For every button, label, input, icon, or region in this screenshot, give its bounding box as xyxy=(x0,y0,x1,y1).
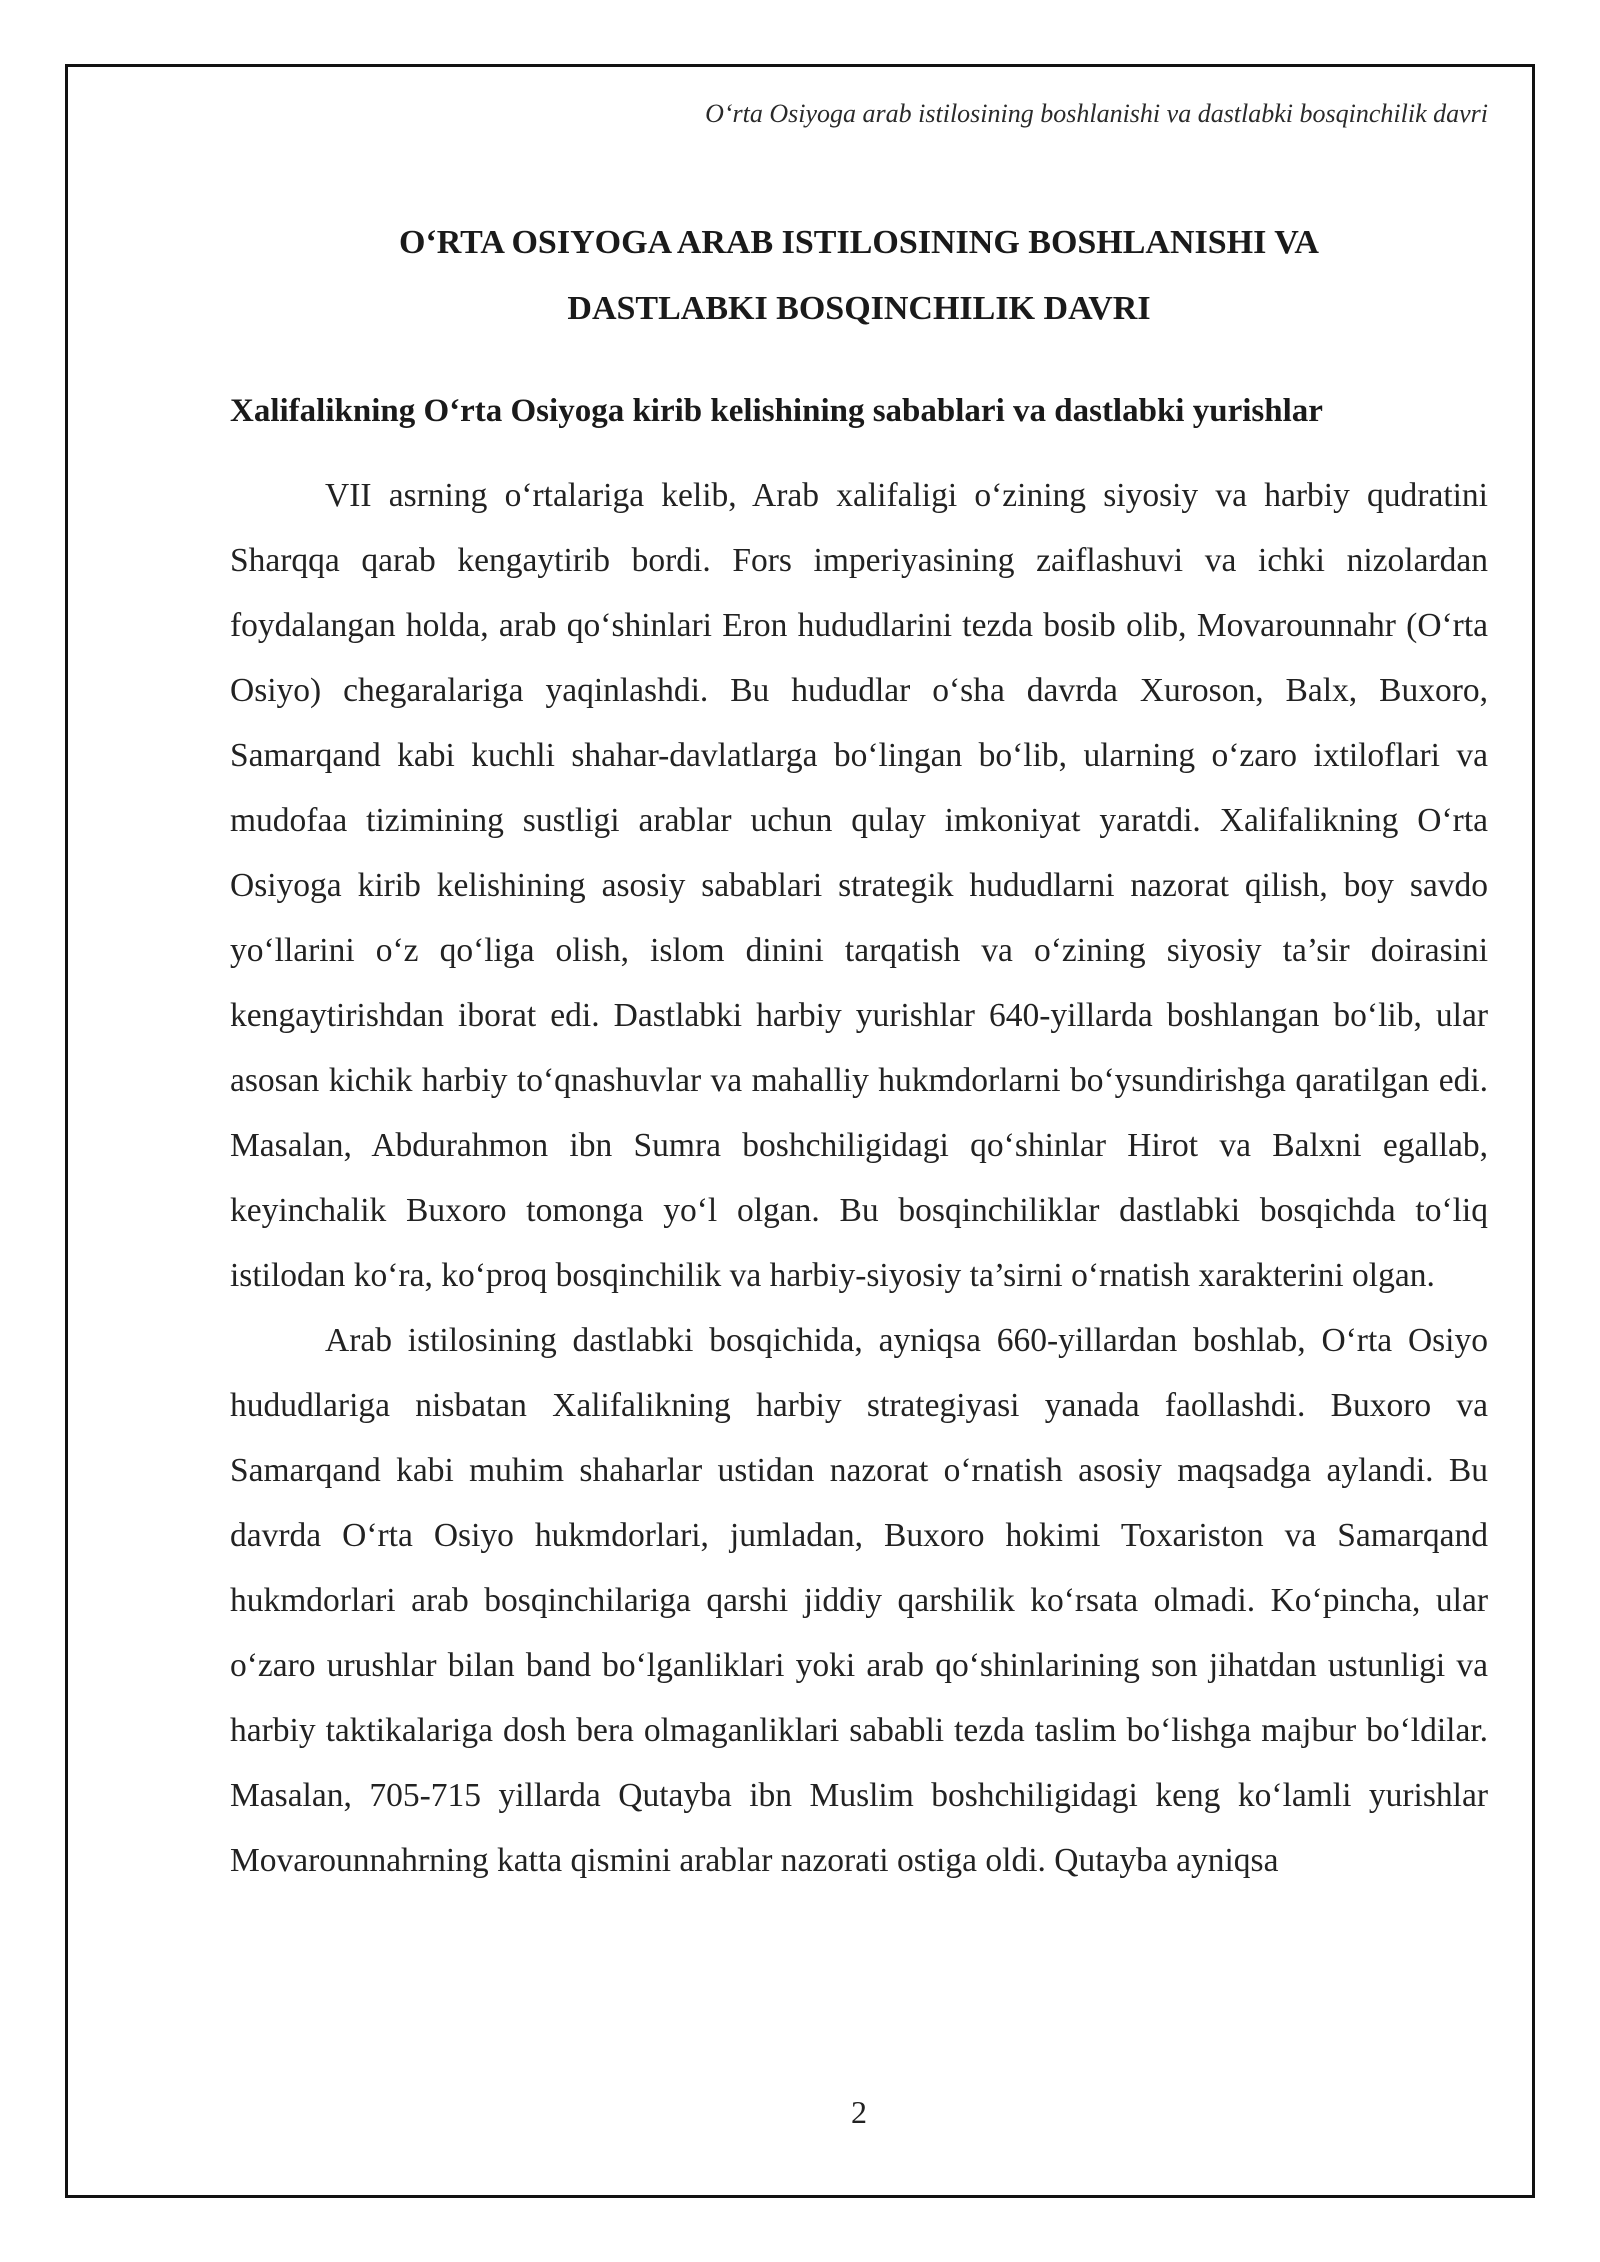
paragraph-1: VII asrning o‘rtalariga kelib, Arab xalifaligi o‘zining siyosiy va harbiy qudratini Sharqqa qarab kengaytirib bordi. Fors imperiyasining zaiflashuvi va ichki nizolardan foydalangan holda, arab qo‘shinlari Eron hududlarini tezda bosib olib, Movarounnahr (O‘rta Osiyo) chegaralariga yaqinlashdi. Bu hududlar o‘sha davrda Xuroson, Balx, Buxoro, Samarqand kabi kuchli shahar-davlatlarga bo‘lingan bo‘lib, ularning o‘zaro ixtiloflari va mudofaa tizimining sustligi arablar uchun qulay imkoniyat yaratdi. Xalifalikning O‘rta Osiyoga kirib kelishining asosiy sabablari strategik hududlarni nazorat qilish, boy savdo yo‘llarini o‘z qo‘liga olish, islom dinini tarqatish va o‘zining siyosiy ta’sir doirasini kengaytirishdan iborat edi. Dastlabki harbiy yurishlar 640-yillarda boshlangan bo‘lib, ular asosan kichik harbiy to‘qnashuvlar va mahalliy hukmdorlarni bo‘ysundirishga qaratilgan edi. Masalan, Abdurahmon ibn Sumra boshchiligidagi qo‘shinlar Hirot va Balxni egallab, keyinchalik Buxoro tomonga yo‘l olgan. Bu bosqinchiliklar dastlabki bosqichda to‘liq istilodan ko‘ra, ko‘proq bosqinchilik va harbiy-siyosiy ta’sirni o‘rnatish xarakterini olgan. xyxy=(230,477,1488,1294)
document-title-line-2: DASTLABKI BOSQINCHILIK DAVRI xyxy=(567,290,1151,327)
document-title-line-1: O‘RTA OSIYOGA ARAB ISTILOSINING BOSHLANISHI VA xyxy=(399,224,1319,261)
paragraph-2: Arab istilosining dastlabki bosqichida, ayniqsa 660-yillardan boshlab, O‘rta Osiyo hududlariga nisbatan Xalifalikning harbiy strategiyasi yanada faollashdi. Buxoro va Samarqand kabi muhim shaharlar ustidan nazorat o‘rnatish asosiy maqsadga aylandi. Bu davrda O‘rta Osiyo hukmdorlari, jumladan, Buxoro hokimi Toxariston va Samarqand hukmdorlari arab bosqinchilariga qarshi jiddiy qarshilik ko‘rsata olmadi. Ko‘pincha, ular o‘zaro urushlar bilan band bo‘lganliklari yoki arab qo‘shinlarining son jihatdan ustunligi va harbiy taktikalariga dosh bera olmaganliklari sababli tezda taslim bo‘lishga majbur bo‘ldilar. Masalan, 705-715 yillarda Qutayba ibn Muslim boshchiligidagi keng ko‘lamli yurishlar Movarounnahrning katta qismini arablar nazorati ostiga oldi. Qutayba ayniqsa xyxy=(230,1322,1488,1879)
body-text xyxy=(230,463,1488,1893)
document-title xyxy=(230,210,1488,342)
page-number: 2 xyxy=(851,2094,867,2130)
section-heading: Xalifalikning O‘rta Osiyoga kirib kelishining sabablari va dastlabki yurishlar xyxy=(230,393,1323,429)
running-header: O‘rta Osiyoga arab istilosining boshlanishi va dastlabki bosqinchilik davri xyxy=(705,99,1488,128)
